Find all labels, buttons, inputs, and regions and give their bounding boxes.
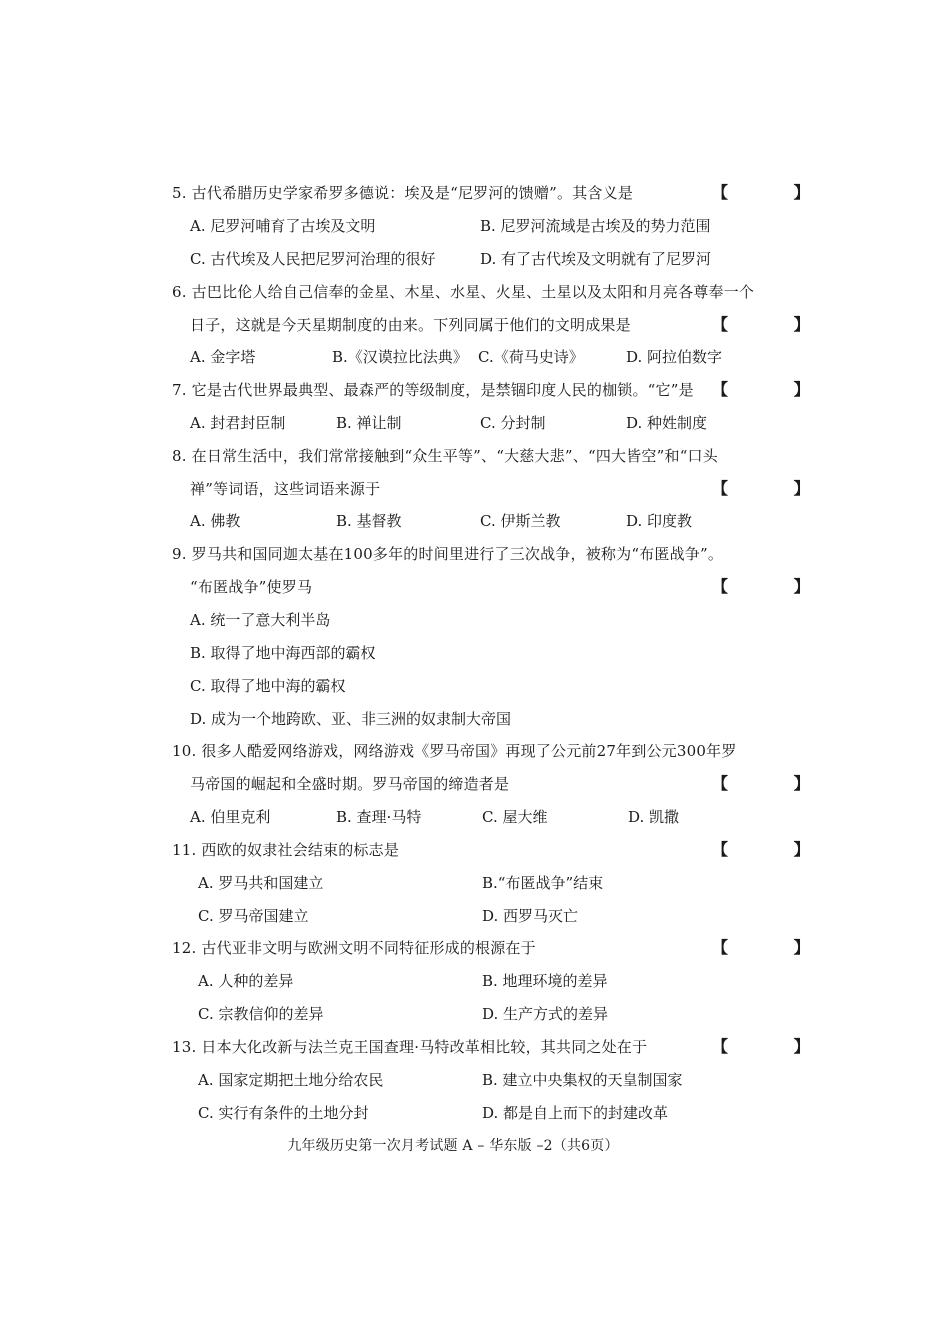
option-c[interactable]: C. 罗马帝国建立 bbox=[198, 907, 309, 925]
option-d[interactable]: D. 印度教 bbox=[626, 512, 693, 530]
question-text: 9. 罗马共和国同迦太基在100多年的时间里进行了三次战争，被称为“布匿战争”。 bbox=[172, 545, 724, 563]
option-d[interactable]: D. 生产方式的差异 bbox=[482, 1005, 609, 1023]
option-b[interactable]: B. 取得了地中海西部的霸权 bbox=[190, 644, 376, 662]
option-d[interactable]: D. 阿拉伯数字 bbox=[626, 348, 723, 366]
option-a[interactable]: A. 国家定期把土地分给农民 bbox=[198, 1071, 384, 1089]
option-a[interactable]: A. 佛教 bbox=[190, 512, 241, 530]
question-text: 5. 古代希腊历史学家希罗多德说：埃及是“尼罗河的馈赠”。其含义是 bbox=[172, 184, 634, 202]
answer-bracket[interactable]: 【 】 bbox=[712, 577, 840, 596]
option-c[interactable]: C. 分封制 bbox=[480, 414, 546, 432]
question-text: 8. 在日常生活中，我们常常接触到“众生平等”、“大慈大悲”、“四大皆空”和“口头 bbox=[172, 447, 718, 465]
option-b[interactable]: B. 查理·马特 bbox=[336, 808, 422, 826]
answer-bracket[interactable]: 【 】 bbox=[712, 315, 840, 334]
question-text: “布匿战争”使罗马 bbox=[190, 578, 313, 596]
option-d[interactable]: D. 种姓制度 bbox=[626, 414, 708, 432]
option-b[interactable]: B. 建立中央集权的天皇制国家 bbox=[482, 1071, 683, 1089]
option-a[interactable]: A. 封君封臣制 bbox=[190, 414, 286, 432]
question-text: 马帝国的崛起和全盛时期。罗马帝国的缔造者是 bbox=[190, 775, 510, 793]
option-c[interactable]: C. 实行有条件的土地分封 bbox=[198, 1104, 369, 1122]
option-c[interactable]: C. 宗教信仰的差异 bbox=[198, 1005, 324, 1023]
question-text: 禅”等词语，这些词语来源于 bbox=[190, 480, 381, 498]
option-c[interactable]: C. 屋大维 bbox=[482, 808, 548, 826]
footer-text: 九年级历史第一次月考试题 A – 华东版 –2（共6页） bbox=[287, 1138, 619, 1154]
answer-bracket[interactable]: 【 】 bbox=[712, 479, 840, 498]
answer-bracket[interactable]: 【 】 bbox=[712, 380, 840, 399]
answer-bracket[interactable]: 【 】 bbox=[712, 183, 840, 202]
option-a[interactable]: A. 罗马共和国建立 bbox=[198, 874, 324, 892]
question-text: 6. 古巴比伦人给自己信奉的金星、木星、水星、火星、土星以及太阳和月亮各尊奉一个 bbox=[172, 283, 755, 301]
option-d[interactable]: D. 都是自上而下的封建改革 bbox=[482, 1104, 669, 1122]
option-b[interactable]: B. 尼罗河流域是古埃及的势力范围 bbox=[480, 217, 711, 235]
answer-bracket[interactable]: 【 】 bbox=[712, 774, 840, 793]
option-c[interactable]: C.《荷马史诗》 bbox=[478, 348, 584, 366]
option-a[interactable]: A. 金字塔 bbox=[190, 348, 256, 366]
option-d[interactable]: D. 成为一个地跨欧、亚、非三洲的奴隶制大帝国 bbox=[190, 710, 512, 728]
question-text: 13. 日本大化改新与法兰克王国查理·马特改革相比较，其共同之处在于 bbox=[172, 1038, 648, 1056]
question-text: 7. 它是古代世界最典型、最森严的等级制度，是禁锢印度人民的枷锁。“它”是 bbox=[172, 381, 694, 399]
page-footer bbox=[0, 1136, 950, 1156]
answer-bracket[interactable]: 【 】 bbox=[712, 1037, 840, 1056]
option-d[interactable]: D. 西罗马灭亡 bbox=[482, 907, 579, 925]
question-text: 11. 西欧的奴隶社会结束的标志是 bbox=[172, 841, 400, 859]
option-b[interactable]: B.“布匿战争”结束 bbox=[482, 874, 604, 892]
option-b[interactable]: B. 基督教 bbox=[336, 512, 402, 530]
option-a[interactable]: A. 伯里克利 bbox=[190, 808, 271, 826]
option-b[interactable]: B.《汉谟拉比法典》 bbox=[332, 348, 468, 366]
question-text: 12. 古代亚非文明与欧洲文明不同特征形成的根源在于 bbox=[172, 939, 536, 957]
option-d[interactable]: D. 凯撒 bbox=[628, 808, 680, 826]
answer-bracket[interactable]: 【 】 bbox=[712, 840, 840, 859]
question-text: 日子，这就是今天星期制度的由来。下列同属于他们的文明成果是 bbox=[190, 316, 631, 334]
option-c[interactable]: C. 取得了地中海的霸权 bbox=[190, 677, 346, 695]
option-c[interactable]: C. 古代埃及人民把尼罗河治理的很好 bbox=[190, 250, 436, 268]
option-a[interactable]: A. 尼罗河哺育了古埃及文明 bbox=[190, 217, 376, 235]
question-text: 10. 很多人酷爱网络游戏，网络游戏《罗马帝国》再现了公元前27年到公元300年罗 bbox=[172, 742, 737, 760]
option-c[interactable]: C. 伊斯兰教 bbox=[480, 512, 561, 530]
option-a[interactable]: A. 人种的差异 bbox=[198, 972, 294, 990]
option-d[interactable]: D. 有了古代埃及文明就有了尼罗河 bbox=[480, 250, 712, 268]
option-b[interactable]: B. 地理环境的差异 bbox=[482, 972, 608, 990]
option-a[interactable]: A. 统一了意大利半岛 bbox=[190, 611, 331, 629]
answer-bracket[interactable]: 【 】 bbox=[712, 938, 840, 957]
option-b[interactable]: B. 禅让制 bbox=[336, 414, 402, 432]
